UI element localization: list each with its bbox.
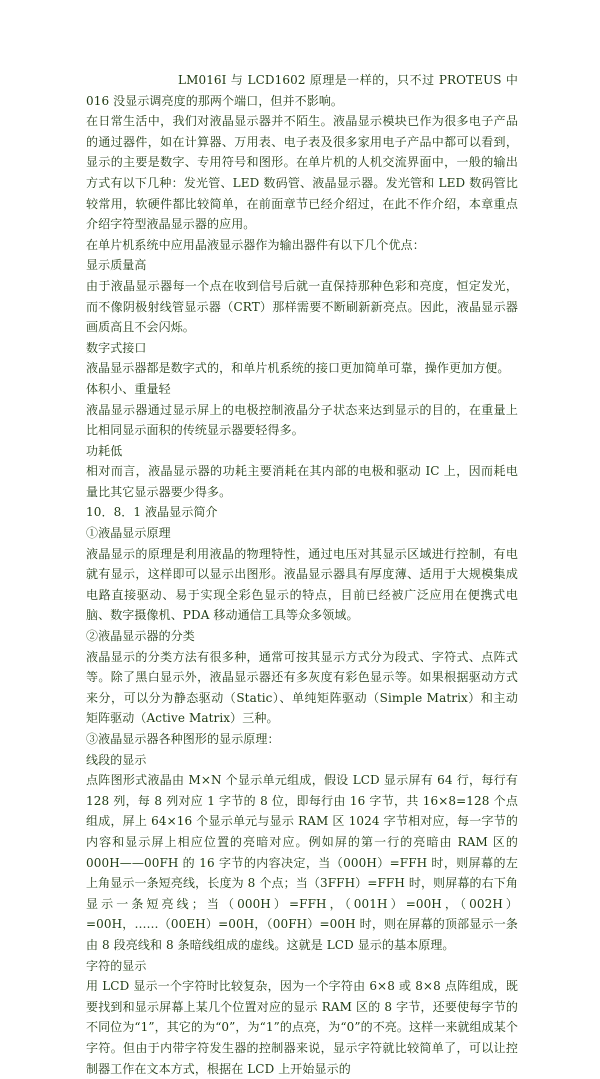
paragraph-lcd-classification: 液晶显示的分类方法有很多种，通常可按其显示方式分为段式、字符式、点阵式等。除了黑白显示外，液晶显示器还有多灰度有彩色显示等。如果根据驱动方式来分，可以分为静态驱动（Static）、单纯矩阵驱动（Simple Matrix）和主动矩阵驱动（Active Matrix）三种。 xyxy=(86,649,518,726)
heading-graphics-principle: ③液晶显示器各种图形的显示原理： xyxy=(86,732,280,746)
paragraph-display-quality: 由于液晶显示器每一个点在收到信号后就一直保持那种色彩和亮度，恒定发光，而不像阴极射线管显示器（CRT）那样需要不断刷新新亮点。因此，液晶显示器画质高且不会闪烁。 xyxy=(86,278,518,335)
paragraph-advantages-intro: 在单片机系统中应用晶液显示器作为输出器件有以下几个优点： xyxy=(86,237,425,252)
heading-lcd-principle: ①液晶显示原理 xyxy=(86,526,171,541)
paragraph-character-display: 用 LCD 显示一个字符时比较复杂，因为一个字符由 6×8 或 8×8 点阵组成，既要找到和显示屏幕上某几个位置对应的显示 RAM 区的 8 字节，还要使每字节的不同位为“1”，其它的为“0”，为“1”的点亮，为“0”的不亮。这样一来就组成某个字符。但由于内带字符发生器的控制器来说，显示字符就比较简单了，可以让控制器工作在文本方式，根据在 LCD 上开始显示的 xyxy=(86,979,518,1076)
paragraph-size-weight: 液晶显示器通过显示屏上的电极控制液晶分子状态来达到显示的目的，在重量上比相同显示面积的传统显示器要轻得多。 xyxy=(86,402,518,438)
heading-line-display: 线段的显示 xyxy=(86,752,147,767)
heading-character-display: 字符的显示 xyxy=(86,958,147,973)
heading-lcd-classification: ②液晶显示器的分类 xyxy=(86,629,195,644)
heading-display-quality: 显示质量高 xyxy=(86,258,147,273)
document-body xyxy=(86,70,518,1079)
paragraph-lcd-principle: 液晶显示的原理是利用液晶的物理特性，通过电压对其显示区域进行控制，有电就有显示，这样即可以显示出图形。液晶显示器具有厚度薄、适用于大规模集成电路直接驱动、易于实现全彩色显示的特点，目前已经被广泛应用在便携式电脑、数字摄像机、PDA 移动通信工具等众多领域。 xyxy=(86,546,518,623)
heading-digital-interface: 数字式接口 xyxy=(86,340,147,355)
paragraph-line-display: 点阵图形式液晶由 M×N 个显示单元组成，假设 LCD 显示屏有 64 行，每行有 128 列，每 8 列对应 1 字节的 8 位，即每行由 16 字节，共 16×8=128 个点组成，屏上 64×16 个显示单元与显示 RAM 区 1024 字节相对应，每一字节的内容和显示屏上相应位置的亮暗对应。例如屏的第一行的亮暗由 RAM 区的 000H——00FH 的 16 字节的内容决定，当（000H）=FFH 时，则屏幕的左上角显示一条短亮线，长度为 8 个点；当（3FFH）=FFH 时，则屏幕的右下角显示一条短亮线；当（000H）=FFH，（001H）=00H，（002H）=00H，……（00EH）=00H，（00FH）=00H 时，则在屏幕的顶部显示一条由 8 段亮线和 8 条暗线组成的虚线。这就是 LCD 显示的基本原理。 xyxy=(86,773,518,952)
paragraph-daily-life: 在日常生活中，我们对液晶显示器并不陌生。液晶显示模块已作为很多电子产品的通过器件，如在计算器、万用表、电子表及很多家用电子产品中都可以看到，显示的主要是数字、专用符号和图形。在单片机的人机交流界面中，一般的输出方式有以下几种：发光管、LED 数码管、液晶显示器。发光管和 LED 数码管比较常用，软硬件都比较简单，在前面章节已经介绍过，在此不作介绍，本章重点介绍字符型液晶显示器的应用。 xyxy=(86,114,518,232)
heading-size-weight: 体积小、重量轻 xyxy=(86,381,171,396)
section-title: 10．8．1 液晶显示简介 xyxy=(86,505,218,520)
heading-low-power: 功耗低 xyxy=(86,443,123,458)
paragraph-digital-interface: 液晶显示器都是数字式的，和单片机系统的接口更加简单可靠，操作更加方便。 xyxy=(86,361,510,376)
intro-note: LM016I 与 LCD1602 原理是一样的，只不过 PROTEUS 中 016 没显示调亮度的那两个端口，但并不影响。 xyxy=(86,73,518,108)
paragraph-low-power: 相对而言，液晶显示器的功耗主要消耗在其内部的电极和驱动 IC 上，因而耗电量比其它显示器要少得多。 xyxy=(86,464,518,499)
